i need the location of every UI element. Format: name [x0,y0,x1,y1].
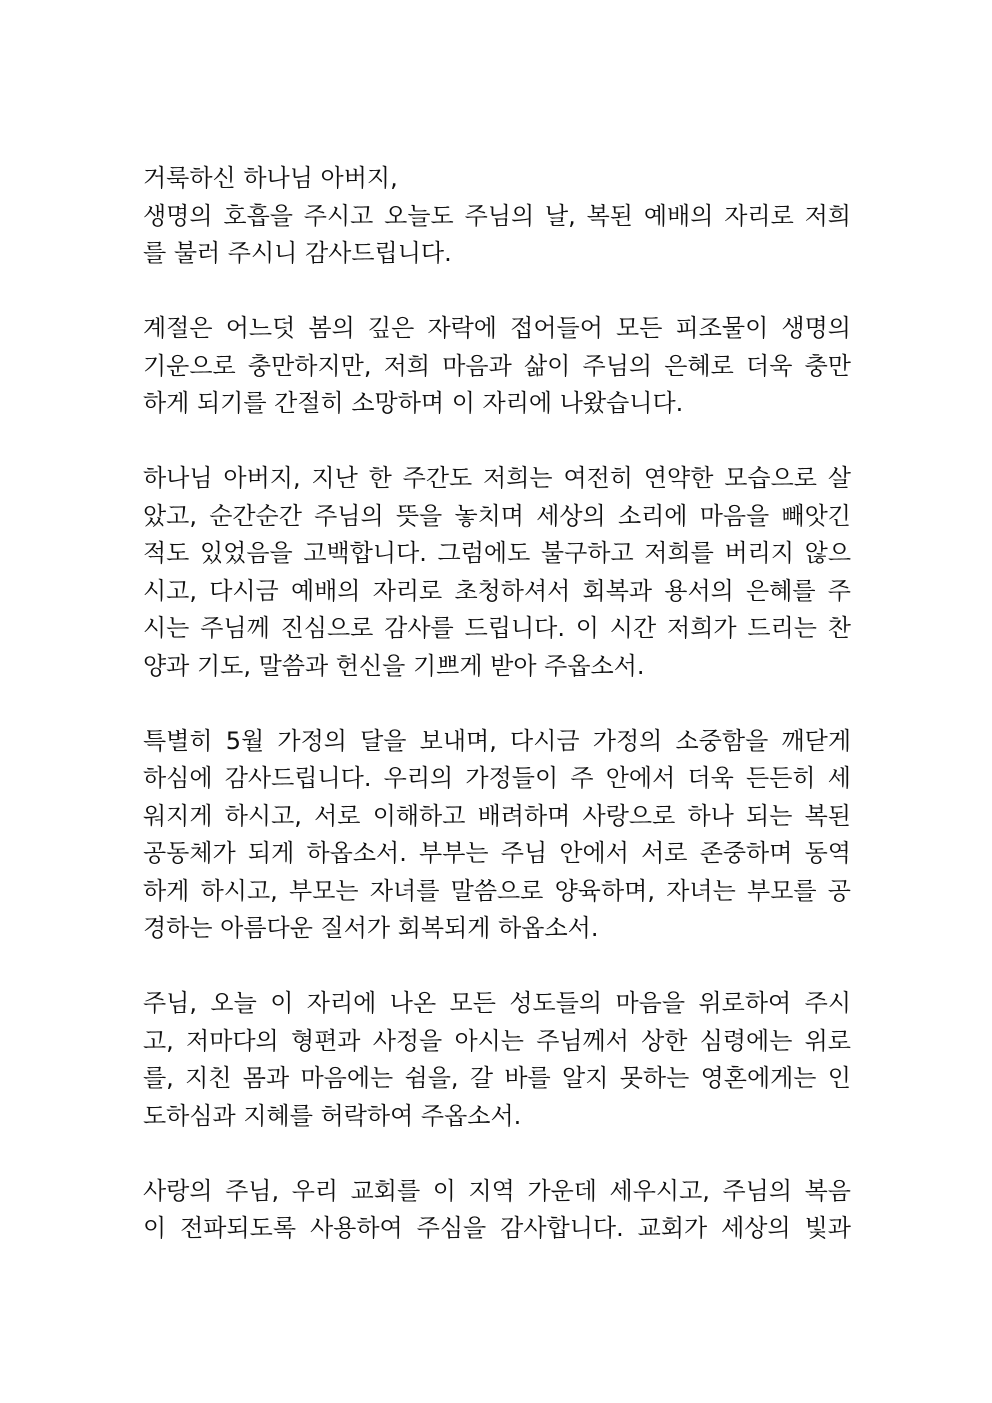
text-line: 하게 되기를 간절히 소망하며 이 자리에 나왔습니다. [143,389,684,417]
text-line: 특별히 5월 가정의 달을 보내며, 다시금 가정의 소중함을 깨닫게 [143,726,851,755]
text-line: 이 전파되도록 사용하여 주심을 감사합니다. 교회가 세상의 빛과 [143,1214,851,1242]
text-line: 사랑의 주님, 우리 교회를 이 지역 가운데 세우시고, 주님의 복음 [143,1176,851,1205]
paragraph-gap [143,1135,851,1173]
text-line: 워지게 하시고, 서로 이해하고 배려하며 사랑으로 하나 되는 복된 [143,801,851,830]
text-line: 도하심과 지혜를 허락하여 주옵소서. [143,1101,522,1130]
paragraph-gap [143,423,851,461]
paragraph-gap [143,273,851,311]
paragraph-4 [143,723,851,948]
text-line: 생명의 호흡을 주시고 오늘도 주님의 날, 복된 예배의 자리로 저희 [143,201,851,230]
text-line: 적도 있었음을 고백합니다. 그럼에도 불구하고 저희를 버리지 않으 [143,539,851,567]
text-line: 를 불러 주시니 감사드립니다. [143,239,452,267]
text-line: 하게 하시고, 부모는 자녀를 말씀으로 양육하며, 자녀는 부모를 공 [143,876,851,905]
text-line: 공동체가 되게 하옵소서. 부부는 주님 안에서 서로 존중하며 동역 [143,839,851,867]
paragraph-6 [143,1173,851,1248]
text-line: 경하는 아름다운 질서가 회복되게 하옵소서. [143,914,599,942]
text-line: 하나님 아버지, 지난 한 주간도 저희는 여전히 연약한 모습으로 살 [143,464,851,492]
text-line: 하심에 감사드립니다. 우리의 가정들이 주 안에서 더욱 든든히 세 [143,764,851,792]
text-line: 았고, 순간순간 주님의 뜻을 놓치며 세상의 소리에 마음을 빼앗긴 [143,501,851,530]
paragraph-gap [143,685,851,723]
prayer-text [143,160,851,1248]
text-line: 계절은 어느덧 봄의 깊은 자락에 접어들어 모든 피조물이 생명의 [143,314,851,342]
text-line: 시는 주님께 진심으로 감사를 드립니다. 이 시간 저희가 드리는 찬 [143,614,851,642]
text-line: 주님, 오늘 이 자리에 나온 모든 성도들의 마음을 위로하여 주시 [143,989,851,1017]
text-line: 기운으로 충만하지만, 저희 마음과 삶이 주님의 은혜로 더욱 충만 [143,351,851,380]
text-line: 거룩하신 하나님 아버지, [143,164,398,192]
paragraph-1 [143,160,851,273]
paragraph-gap [143,948,851,986]
paragraph-3 [143,460,851,685]
text-line: 양과 기도, 말씀과 헌신을 기쁘게 받아 주옵소서. [143,651,645,680]
text-line: 를, 지친 몸과 마음에는 쉼을, 갈 바를 알지 못하는 영혼에게는 인 [143,1064,851,1092]
paragraph-5 [143,985,851,1135]
paragraph-2 [143,310,851,423]
text-line: 시고, 다시금 예배의 자리로 초청하셔서 회복과 용서의 은혜를 주 [143,576,851,605]
text-line: 고, 저마다의 형편과 사정을 아시는 주님께서 상한 심령에는 위로 [143,1026,851,1055]
